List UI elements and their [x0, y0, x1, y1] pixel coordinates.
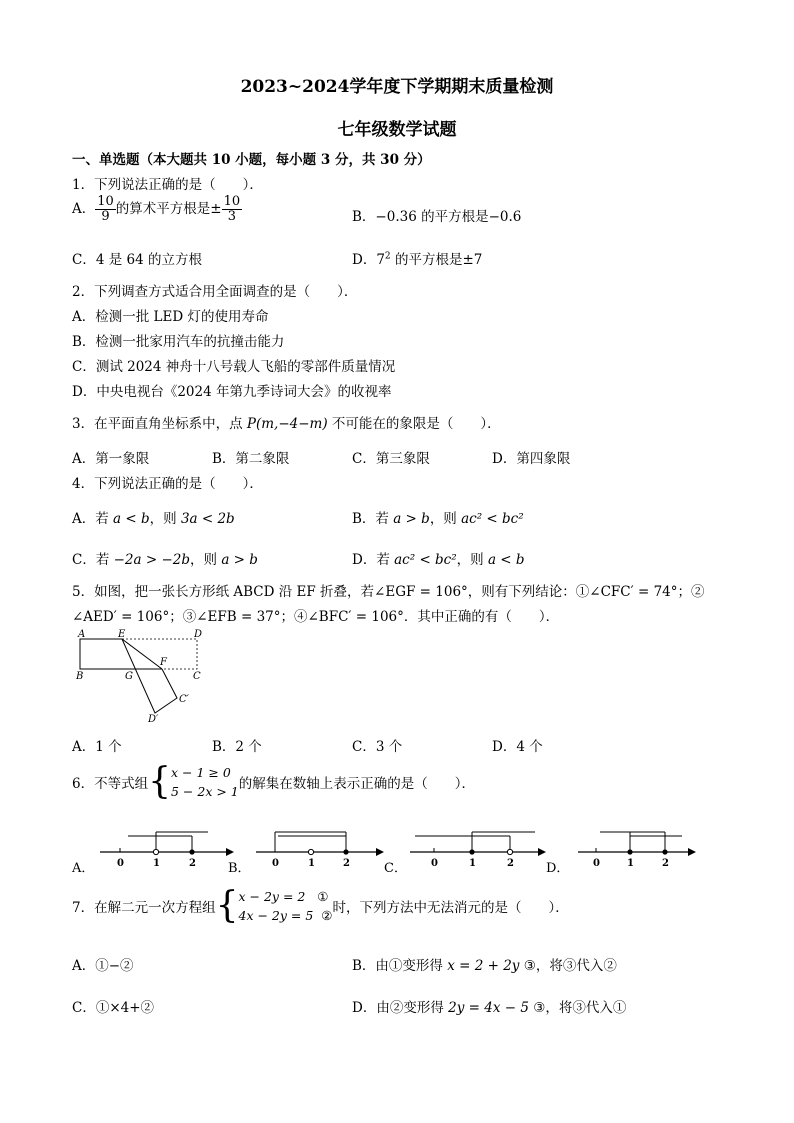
q5-stem-line-2: ∠AED′ = 106°；③∠EFB = 37°；④∠BFC′ = 106°．其中正确的有（ ）．	[72, 609, 560, 625]
q6-stem: 6．不等式组{ x − 1 ≥ 0 5 − 2x > 1 的解集在数轴上表示正确的是（ ）．	[72, 761, 475, 802]
svg-text:1: 1	[153, 858, 160, 869]
q5-fold-line-ef	[122, 639, 162, 669]
q1-fraction-2: $\frac{10}{3}$	[223, 194, 241, 224]
q5-label-g: G	[125, 671, 133, 682]
svg-text:0: 0	[272, 858, 279, 869]
q6-label-d: D．	[546, 861, 570, 876]
q2-option-a: A．检测一批 LED 灯的使用寿命	[72, 309, 269, 325]
q5-rect-solid	[80, 639, 130, 669]
q3-option-c: C．第三象限	[352, 451, 430, 467]
q6-numberline-a	[100, 832, 234, 869]
svg-text:2: 2	[507, 858, 514, 869]
q5-label-c-prime: C′	[179, 694, 189, 705]
q3-stem: 3．在平面直角坐标系中，点 P(m,−4−m) 不可能在的象限是（ ）．	[72, 416, 501, 432]
q6-label-c: C．	[384, 861, 407, 876]
svg-text:2: 2	[343, 858, 350, 869]
svg-text:0: 0	[117, 858, 124, 869]
q7-option-a: A．①−②	[72, 958, 134, 974]
page-title: 2023~2024学年度下学期期末质量检测	[240, 77, 554, 97]
q4-option-b: B．若 a > b，则 ac² < bc²	[352, 511, 524, 527]
q1-stem: 1．下列说法正确的是（ ）．	[72, 177, 263, 193]
q2-option-c: C．测试 2024 神舟十八号载人飞船的零部件质量情况	[72, 359, 396, 375]
q1-option-a: A． $\frac{10}{9}$ 的算术平方根是± $\frac{10}{3}$	[72, 194, 241, 224]
q6-numberline-d	[578, 832, 696, 869]
q6-inequality-system: { x − 1 ≥ 0 5 − 2x > 1	[148, 761, 239, 802]
q5-option-d: D．4 个	[492, 739, 543, 755]
q7-equation-system: { x − 2y = 2 ① 4x − 2y = 5 ②	[215, 885, 333, 926]
q3-option-a: A．第一象限	[72, 451, 150, 467]
svg-text:1: 1	[308, 858, 315, 869]
q4-stem: 4．下列说法正确的是（ ）．	[72, 476, 263, 492]
svg-text:2: 2	[189, 858, 196, 869]
svg-text:0: 0	[593, 858, 600, 869]
q7-option-b: B．由①变形得 x = 2 + 2y ③，将③代入②	[352, 958, 617, 974]
q3-option-b: B．第二象限	[212, 451, 290, 467]
q5-option-a: A．1 个	[72, 739, 122, 755]
svg-text:2: 2	[662, 858, 669, 869]
q4-option-c: C．若 −2a > −2b，则 a > b	[72, 552, 258, 568]
section-heading: 一、单选题（本大题共 10 小题，每小题 3 分，共 30 分）	[72, 152, 431, 168]
q2-stem: 2．下列调查方式适合用全面调查的是（ ）．	[72, 284, 358, 300]
q6-numberline-c	[410, 832, 546, 869]
q7-option-d: D．由②变形得 2y = 4x − 5 ③，将③代入①	[352, 1000, 627, 1016]
q5-label-d-prime: D′	[148, 714, 159, 725]
q5-option-b: B．2 个	[212, 739, 262, 755]
q6-label-b: B．	[228, 861, 251, 876]
svg-text:1: 1	[627, 858, 634, 869]
q1-option-b: B．−0.36 的平方根是−0.6	[352, 209, 522, 225]
q6-label-a: A．	[72, 861, 95, 876]
q1-option-c: C．4 是 64 的立方根	[72, 252, 202, 268]
svg-text:0: 0	[431, 858, 438, 869]
q4-option-d: D．若 ac² < bc²，则 a < b	[352, 552, 525, 568]
q1-fraction-1: $\frac{10}{9}$	[97, 194, 114, 224]
q4-option-a: A．若 a < b，则 3a < 2b	[72, 511, 235, 527]
q1-option-d: D．$7^2$ 的平方根是±7	[352, 251, 483, 268]
q5-label-a: A	[78, 629, 86, 640]
q5-label-d: D	[194, 629, 203, 640]
q5-label-e: E	[118, 629, 126, 640]
q5-label-f: F	[160, 657, 167, 668]
q3-option-d: D．第四象限	[492, 451, 571, 467]
q5-fold-figure	[72, 628, 212, 728]
q7-stem: 7．在解二元一次方程组{ x − 2y = 2 ① 4x − 2y = 5 ② 时，下列方法中无法消元的是（ ）．	[72, 885, 569, 926]
q6-number-lines	[60, 820, 720, 880]
q2-option-b: B．检测一批家用汽车的抗撞击能力	[72, 334, 285, 350]
q5-option-c: C．3 个	[352, 739, 403, 755]
q5-label-c: C	[193, 671, 201, 682]
q7-option-c: C．①×4+②	[72, 1000, 155, 1016]
q5-stem-line-1: 5．如图，把一张长方形纸 ABCD 沿 EF 折叠，若∠EGF = 106°，则有下列结论：①∠CFC′ = 74°；②	[72, 584, 705, 600]
q6-numberline-b	[256, 832, 384, 869]
svg-text:1: 1	[469, 858, 476, 869]
q5-label-b: B	[76, 671, 84, 682]
q2-option-d: D．中央电视台《2024 年第九季诗词大会》的收视率	[72, 384, 392, 400]
page-subtitle: 七年级数学试题	[337, 120, 457, 140]
